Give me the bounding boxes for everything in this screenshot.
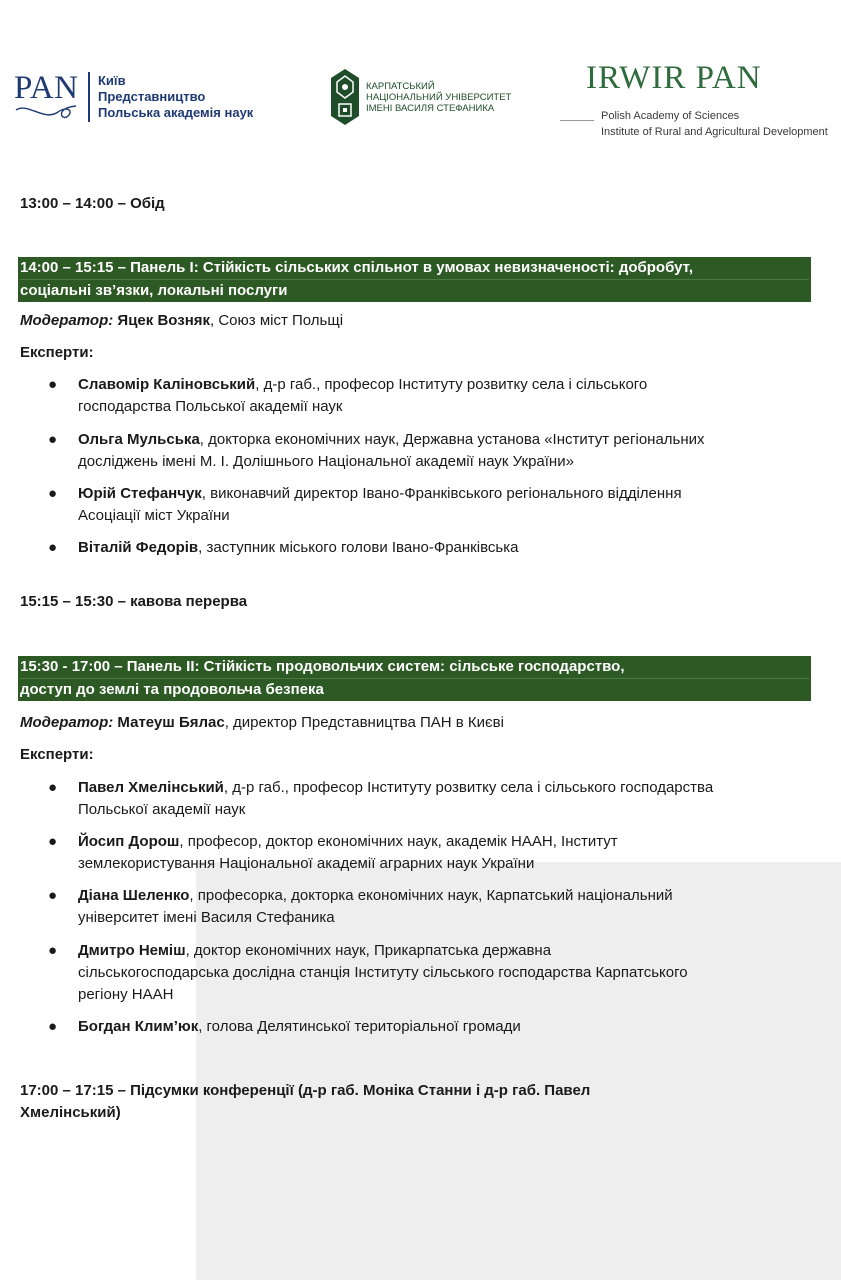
pan-logo (14, 70, 253, 124)
irwir-logo-title: IRWIR PAN (586, 60, 762, 96)
pan-logo-divider (88, 72, 90, 122)
panel-2-moderator: Модератор: Матеуш Бялас, директор Представництва ПАН в Києві (20, 714, 504, 731)
panel-1-moderator: Модератор: Яцек Возняк, Союз міст Польщі (20, 312, 344, 329)
irwir-logo-rule (560, 120, 594, 121)
pan-logo-mark: PAN (14, 70, 78, 124)
panel-1-title: 14:00 – 15:15 – Панель I: Стійкість сільських спільнот в умовах невизначеності: добробут, соціальні зв’язки, локальні послуги (18, 257, 811, 302)
pnu-logo-text: КАРПАТСЬКИЙ НАЦІОНАЛЬНИЙ УНІВЕРСИТЕТ ІМЕНІ ВАСИЛЯ СТЕФАНИКА (366, 80, 512, 114)
panel-1-experts-label: Експерти: (20, 344, 94, 361)
pan-logo-text: Київ Представництво Польська академія наук (98, 73, 254, 120)
pnu-logo (330, 68, 511, 126)
panel-2-experts-label: Експерти: (20, 746, 94, 763)
irwir-logo (560, 60, 841, 142)
lunch-slot: 13:00 – 14:00 – Обід (20, 195, 165, 212)
pnu-emblem-icon (330, 68, 360, 126)
coffee-break-slot: 15:15 – 15:30 – кавова перерва (20, 593, 248, 610)
irwir-logo-text: Polish Academy of Sciences Institute of Rural and Agricultural Development (601, 110, 828, 138)
closing-slot: 17:00 – 17:15 – Підсумки конференції (д-р габ. Моніка Станни і д-р габ. Павел Хмелінський) (20, 1082, 591, 1121)
panel-2-title: 15:30 - 17:00 – Панель II: Стійкість продовольчих систем: сільське господарство, доступ до землі та продовольча безпека (18, 656, 811, 701)
